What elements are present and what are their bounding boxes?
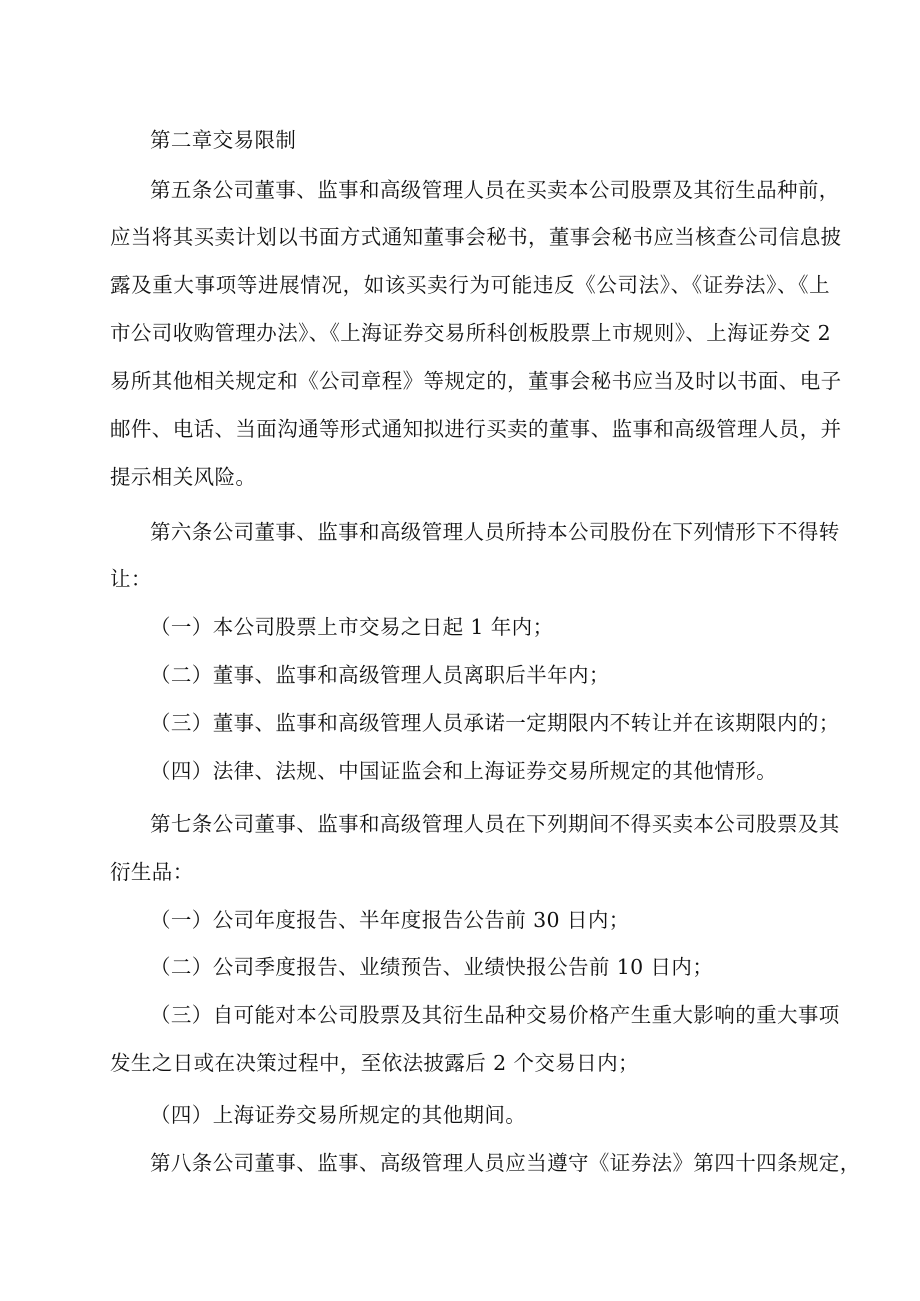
article5-line-3: 露及重大事项等进展情况，如该买卖行为可能违反《公司法》、《证券法》、《上 (110, 273, 830, 297)
article7-item-3-line-1: （三）自可能对本公司股票及其衍生品种交易价格产生重大影响的重大事项 (150, 1003, 840, 1027)
article5-line-4: 市公司收购管理办法》、《上海证券交易所科创板股票上市规则》、上海证券交 2 (110, 321, 832, 345)
article6-line-1: 第六条公司董事、监事和高级管理人员所持本公司股份在下列情形下不得转 (150, 520, 840, 544)
article8-line-1: 第八条公司董事、监事、高级管理人员应当遵守《证券法》第四十四条规定， (150, 1151, 861, 1175)
chapter-heading: 第二章交易限制 (150, 128, 297, 152)
article7-line-2: 衍生品： (110, 860, 194, 884)
article6-item-2: （二）董事、监事和高级管理人员离职后半年内； (150, 663, 610, 687)
article5-line-6: 邮件、电话、当面沟通等形式通知拟进行买卖的董事、监事和高级管理人员，并 (110, 417, 842, 441)
article5-line-1: 第五条公司董事、监事和高级管理人员在买卖本公司股票及其衍生品种前， (150, 178, 840, 202)
article6-item-4: （四）法律、法规、中国证监会和上海证券交易所规定的其他情形。 (150, 759, 777, 783)
article7-item-2: （二）公司季度报告、业绩预告、业绩快报公告前 10 日内； (150, 955, 714, 979)
article7-line-1: 第七条公司董事、监事和高级管理人员在下列期间不得买卖本公司股票及其 (150, 812, 840, 836)
article7-item-3-line-2: 发生之日或在决策过程中，至依法披露后 2 个交易日内； (110, 1051, 639, 1075)
article5-line-2: 应当将其买卖计划以书面方式通知董事会秘书，董事会秘书应当核查公司信息披 (110, 225, 842, 249)
article6-line-2: 让： (110, 567, 152, 591)
article5-line-7: 提示相关风险。 (110, 465, 257, 489)
article6-item-1: （一）本公司股票上市交易之日起 1 年内； (150, 615, 554, 639)
article7-item-4: （四）上海证券交易所规定的其他期间。 (150, 1103, 527, 1127)
article7-item-1: （一）公司年度报告、半年度报告公告前 30 日内； (150, 908, 630, 932)
article5-line-5: 易所其他相关规定和《公司章程》等规定的，董事会秘书应当及时以书面、电子 (110, 369, 842, 393)
article6-item-3: （三）董事、监事和高级管理人员承诺一定期限内不转让并在该期限内的； (150, 711, 840, 735)
